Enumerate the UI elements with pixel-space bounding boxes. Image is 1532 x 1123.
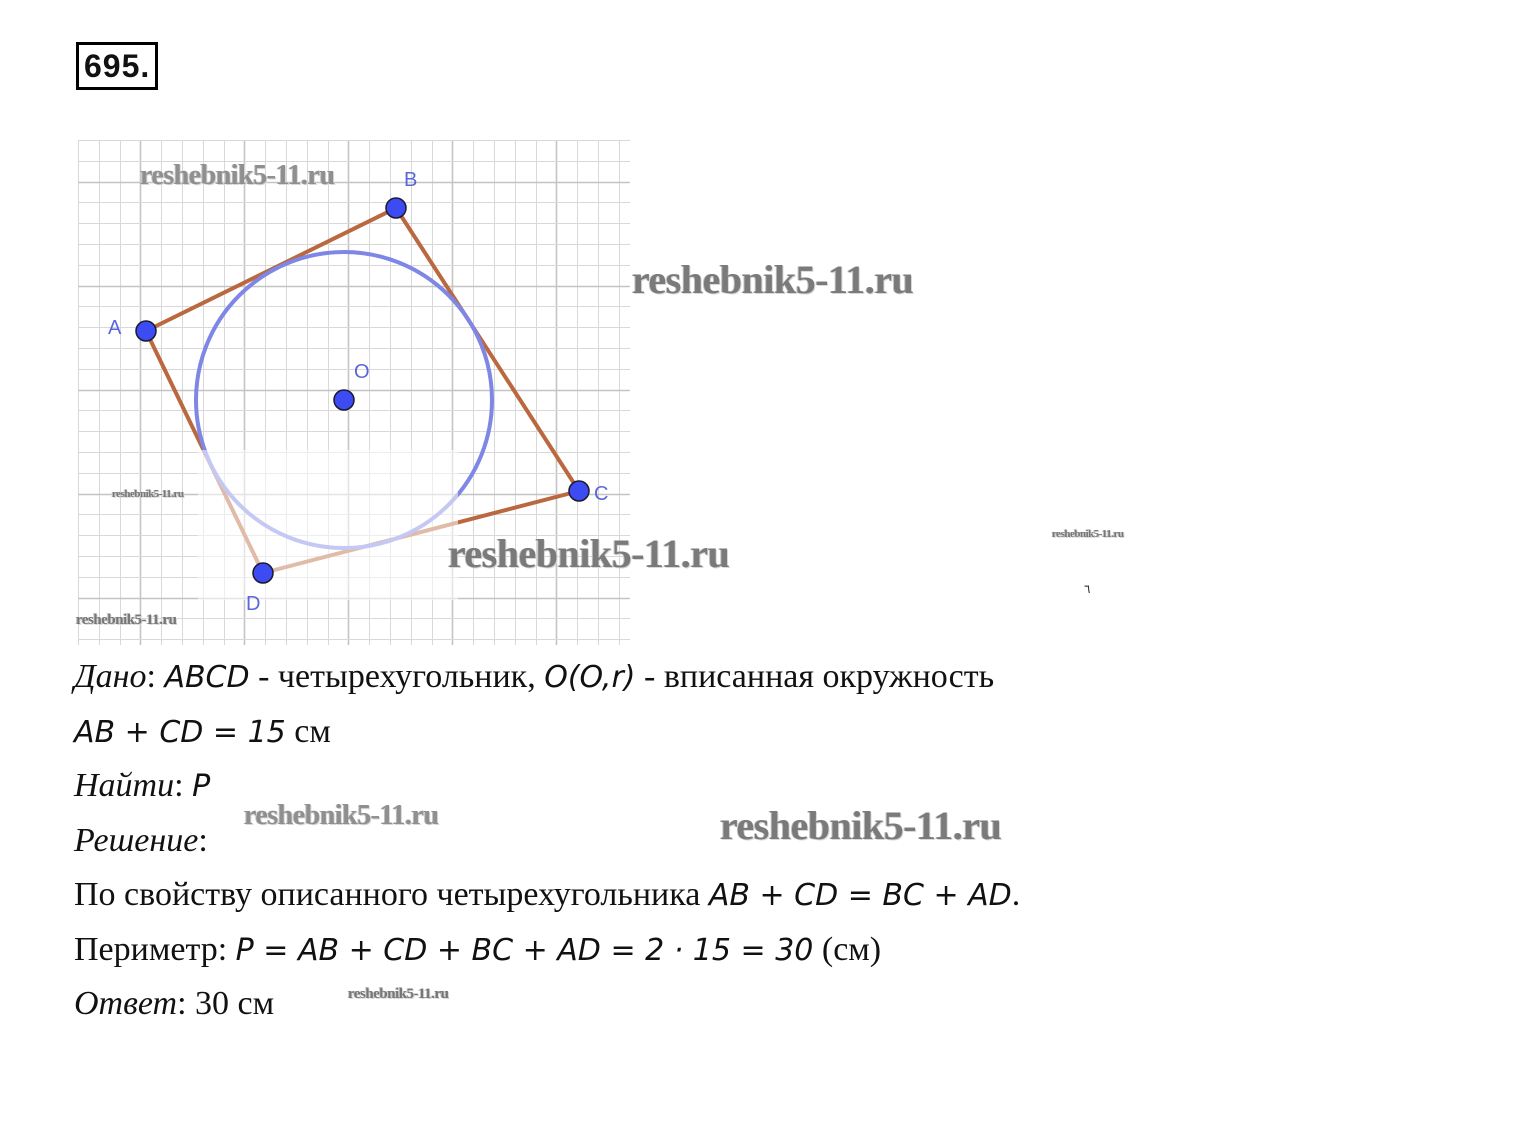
condition-math: AB + CD = 15 xyxy=(74,714,286,750)
point-c xyxy=(569,481,589,501)
perimeter-unit: (см) xyxy=(813,930,882,968)
label-d: D xyxy=(246,593,261,615)
find-label: Найти xyxy=(74,767,175,804)
property-end: . xyxy=(1011,876,1021,913)
condition-line xyxy=(74,705,1474,760)
point-d xyxy=(253,563,273,583)
colon: : xyxy=(174,767,193,804)
given-circle-text: - вписанная окружность xyxy=(635,658,995,695)
perimeter-line xyxy=(74,923,1474,978)
solution-label-line xyxy=(74,814,1474,869)
find-line xyxy=(74,759,1474,814)
solution-label: Решение xyxy=(74,821,199,859)
watermark: reshebnik5-11.ru xyxy=(348,986,449,1002)
given-line xyxy=(74,650,1474,705)
colon: : xyxy=(146,658,165,695)
given-quad-text: - четырехугольник, xyxy=(249,658,545,695)
point-b xyxy=(386,198,406,218)
watermark: reshebnik5-11.ru xyxy=(244,800,439,831)
problem-number: 695. xyxy=(76,42,158,90)
label-o: O xyxy=(354,361,370,383)
property-line xyxy=(74,868,1474,923)
label-a: A xyxy=(108,317,122,339)
point-o xyxy=(334,390,354,410)
label-b: B xyxy=(404,169,418,191)
given-quad: ABCD xyxy=(164,660,250,695)
answer-value: : 30 см xyxy=(177,985,275,1022)
stray-mark: ٦ xyxy=(1084,582,1091,596)
watermark: reshebnik5-11.ru xyxy=(448,531,730,576)
perimeter-label: Периметр: xyxy=(74,930,236,968)
condition-unit: см xyxy=(285,712,331,750)
point-a xyxy=(136,321,156,341)
watermark: reshebnik5-11.ru xyxy=(632,257,914,302)
find-value: P xyxy=(192,769,211,804)
label-c: C xyxy=(594,483,609,505)
perimeter-math: P = AB + CD + BC + AD = 2 · 15 = 30 xyxy=(235,932,814,968)
wash-overlay xyxy=(198,450,458,600)
watermark: reshebnik5-11.ru xyxy=(112,488,184,500)
answer-line xyxy=(74,977,1474,1032)
watermark: reshebnik5-11.ru xyxy=(720,803,1002,848)
watermark: reshebnik5-11.ru xyxy=(1052,528,1124,540)
colon: : xyxy=(198,821,208,859)
solution-text xyxy=(74,650,1474,1032)
given-label: Дано xyxy=(74,658,147,695)
watermark: reshebnik5-11.ru xyxy=(140,160,335,191)
answer-label: Ответ xyxy=(74,985,178,1022)
watermark: reshebnik5-11.ru xyxy=(76,612,177,628)
property-math: AB + CD = BC + AD xyxy=(708,878,1012,913)
property-text: По свойству описанного четырехугольника xyxy=(74,876,709,913)
given-circle: O(O,r) xyxy=(544,660,636,695)
